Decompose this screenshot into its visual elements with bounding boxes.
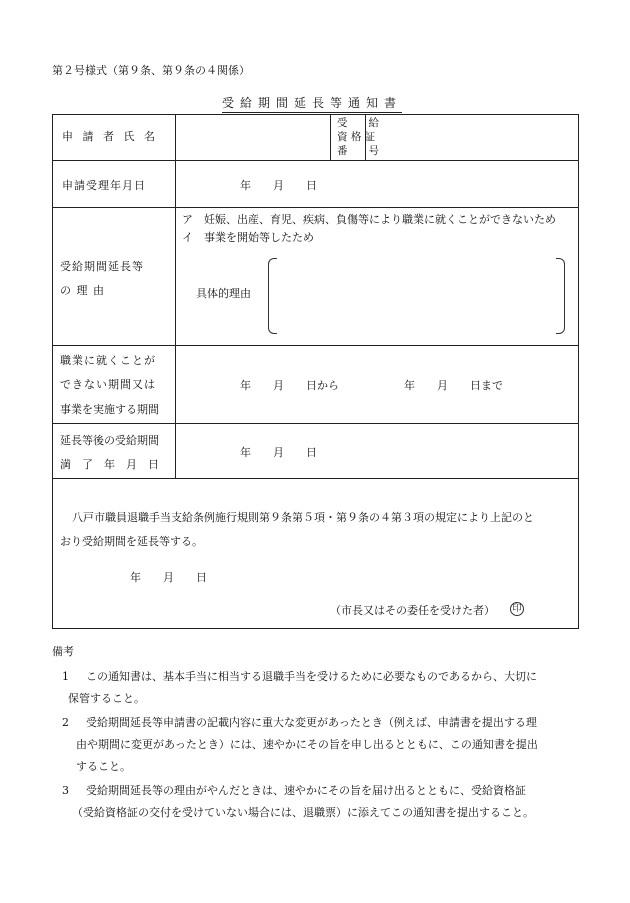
period-label-line2: できない期間又は [60, 378, 156, 391]
remarks-heading: 備考 [52, 645, 74, 658]
reason-label-line2: の 理 由 [60, 284, 105, 297]
receipt-date-label: 申請受理年月日 [62, 179, 146, 192]
license-number-label: 受 給 資 格 証 番 号 [337, 117, 379, 157]
notice-text-line2: おり受給期間を延長等する。 [60, 535, 203, 548]
notice-text-line1: 八戸市職員退職手当支給条例施行規則第９条第５項・第９条の４第３項の規定により上記のと [72, 511, 534, 524]
period-label-line3: 事業を実施する期間 [60, 403, 159, 416]
seal-mark: 印 [510, 602, 524, 616]
period-from: 年 月 日から [240, 379, 339, 392]
applicant-name-label: 申 請 者 氏 名 [62, 130, 158, 143]
receipt-date-value: 年 月 日 [240, 179, 317, 192]
remark-item-2: 2 受給期間延長等申請書の記載内容に重大な変更があったとき（例えば、申請書を提出する理 由や期間に変更があったとき）には、速やかにその旨を申し出るとともに、この通知書を提出 すること。 [62, 716, 538, 773]
specific-reason-label: 具体的理由 [196, 287, 251, 300]
remark-item-3: 3 受給期間延長等の理由がやんだときは、速やかにその旨を届け出るとともに、受給資格証 （受給資格証の交付を受けていない場合には、退職票）に添えてこの通知書を提出すること。 [62, 784, 534, 819]
right-bracket [556, 258, 565, 334]
signer-label: （市長又はその委任を受けた者） [330, 604, 495, 617]
form-number: 第２号様式（第９条、第９条の４関係） [52, 64, 250, 77]
period-to: 年 月 日まで [404, 379, 503, 392]
end-date-value: 年 月 日 [240, 446, 317, 459]
reason-label-line1: 受給期間延長等 [60, 260, 144, 273]
reason-option-a: ア 妊娠、出産、育児、疾病、負傷等により職業に就くことができないため [182, 213, 556, 226]
end-date-label-line2: 満 了 年 月 日 [60, 458, 159, 471]
remark-item-1: 1 この通知書は、基本手当に相当する退職手当を受けるために必要なものであるから、大切に 保管すること。 [62, 670, 537, 705]
left-bracket [268, 258, 277, 334]
document-title: 受給期間延長等通知書 [222, 94, 402, 113]
period-label-line1: 職業に就くことが [60, 354, 156, 367]
notice-date: 年 月 日 [130, 571, 207, 584]
reason-option-i: イ 事業を開始等したため [182, 231, 314, 244]
end-date-label-line1: 延長等後の受給期間 [60, 434, 159, 447]
